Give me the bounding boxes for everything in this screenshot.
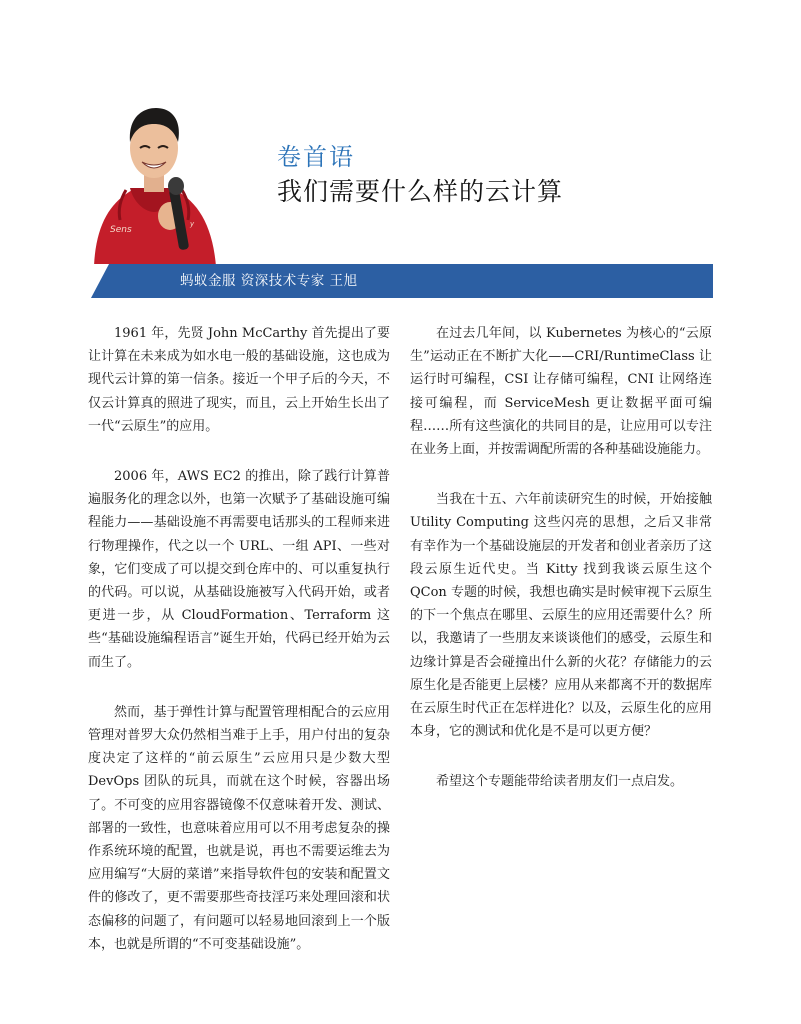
author-photo xyxy=(90,104,218,266)
section-kicker: 卷首语 xyxy=(277,143,355,171)
svg-text:Sens: Sens xyxy=(110,225,132,235)
paragraph: 希望这个专题能带给读者朋友们一点启发。 xyxy=(436,774,684,790)
right-column xyxy=(410,322,712,821)
paragraph: 在过去几年间，以 Kubernetes 为核心的“云原生”运动正在不断扩大化——CRI/RuntimeClass 让运行时可编程，CSI 让存储可编程，CNI 让网络连接可编程，而 ServiceMesh 更让数据平面可编程……所有这些演化的共同目的是，让应用可以专注在业务上面，并按需调配所需的各种基础设施能力。 xyxy=(410,326,712,458)
paragraph: 当我在十五、六年前读研究生的时候，开始接触 Utility Computing 这些闪亮的思想，之后又非常有幸作为一个基础设施层的开发者和创业者亲历了这段云原生近代史。当 Kitty 找到我谈云原生这个 QCon 专题的时候，我想也确实是时候审视下云原生的下一个焦点在哪里、云原生的应用还需要什么？所以，我邀请了一些朋友来谈谈他们的感受，云原生和边缘计算是否会碰撞出什么新的火花？存储能力的云原生化是否能更上层楼？应用从来都离不开的数据库在云原生时代正在怎样进化？以及，云原生化的应用本身，它的测试和优化是不是可以更方便？ xyxy=(410,492,712,740)
left-column xyxy=(88,322,390,983)
svg-text:y: y xyxy=(190,220,195,228)
band-corner-notch xyxy=(91,264,109,298)
paragraph: 2006 年，AWS EC2 的推出，除了践行计算普遍服务化的理念以外，也第一次赋予了基础设施可编程能力——基础设施不再需要电话那头的工程师来进行物理操作，代之以一个 URL、一组 API、一些对象，它们变成了可以提交到仓库中的、可以重复执行的代码。可以说，从基础设施被写入代码开始，或者更进一步，从 CloudFormation、Terraform 这些“基础设施编程语言”诞生开始，代码已经开始为云而生了。 xyxy=(88,469,390,670)
page-title: 我们需要什么样的云计算 xyxy=(277,177,564,206)
author-band xyxy=(91,264,713,298)
paragraph: 1961 年，先贤 John McCarthy 首先提出了要让计算在未来成为如水电一般的基础设施，这也成为现代云计算的第一信条。接近一个甲子后的今天，不仅云计算真的照进了现实，而且，云上开始生长出了一代“云原生”的应用。 xyxy=(88,326,390,434)
title-block xyxy=(277,140,563,209)
author-byline: 蚂蚁金服 资深技术专家 王旭 xyxy=(180,273,358,289)
author-photo-illustration xyxy=(90,104,218,266)
paragraph: 然而，基于弹性计算与配置管理相配合的云应用管理对普罗大众仍然相当难于上手，用户付出的复杂度决定了这样的“前云原生”云应用只是少数大型 DevOps 团队的玩具，而就在这个时候，容器出场了。不可变的应用容器镜像不仅意味着开发、测试、部署的一致性，也意味着应用可以不用考虑复杂的操作系统环境的配置，也就是说，再也不需要运维去为应用编写“大厨的菜谱”来指导软件包的安装和配置文件的修改了，更不需要那些奇技淫巧来处理回滚和状态偏移的问题了，有问题可以轻易地回滚到上一个版本，也就是所谓的“不可变基础设施”。 xyxy=(88,704,390,952)
